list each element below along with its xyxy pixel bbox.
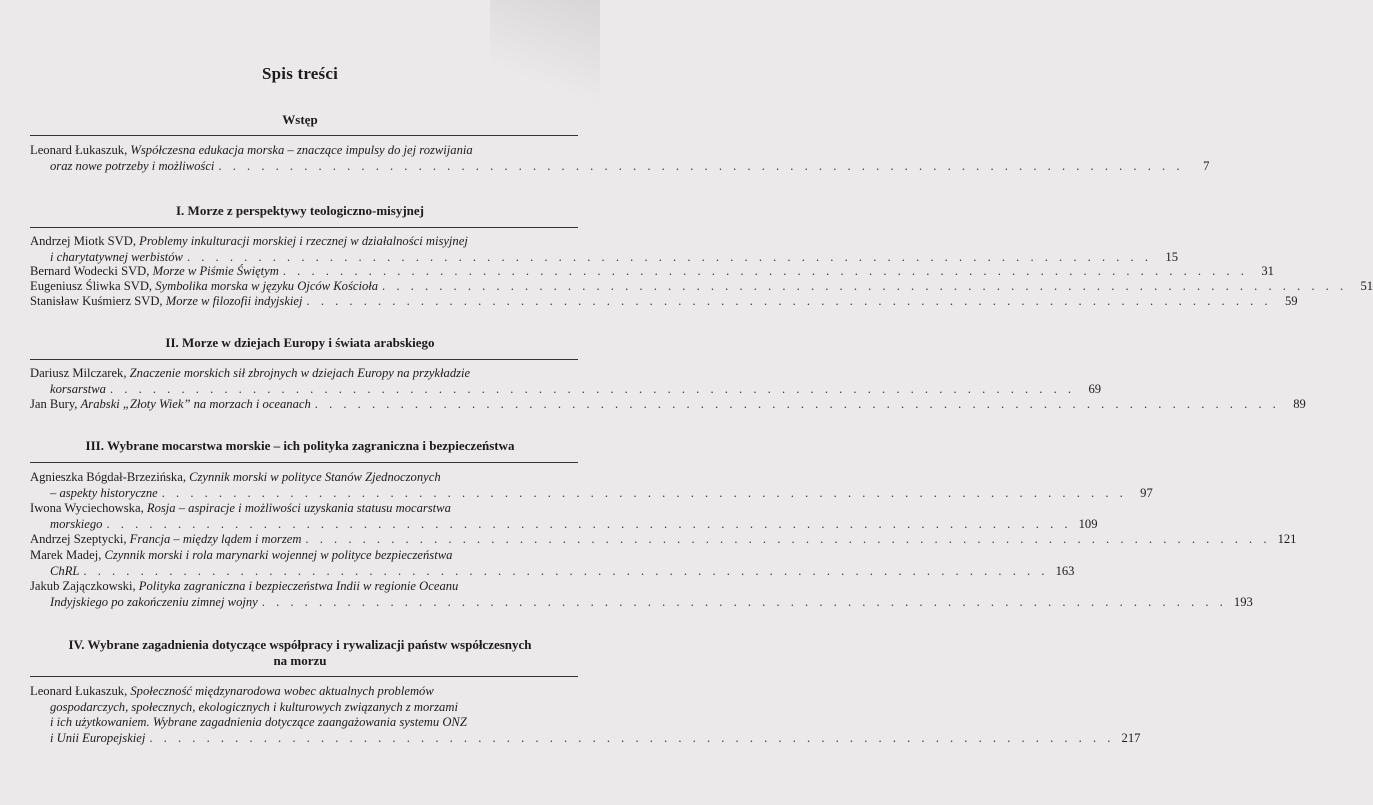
page-number: 163: [1055, 563, 1075, 578]
page-number: 97: [1140, 485, 1153, 500]
entry-title-cont: korsarstwa: [50, 381, 106, 396]
toc-entry: [30, 234, 1178, 265]
entry-title: Czynnik morski i rola marynarki wojennej w polityce bezpieczeństwa: [104, 548, 453, 562]
divider: [30, 676, 578, 677]
page-number: 7: [1203, 158, 1210, 173]
entry-title-cont: i Unii Europejskiej: [50, 730, 146, 745]
entry-author: Jan Bury,: [30, 397, 81, 411]
entry-author: Eugeniusz Śliwka SVD,: [30, 279, 156, 293]
entry-title-cont: morskiego: [50, 516, 103, 531]
entry-author: Dariusz Milczarek,: [30, 366, 130, 380]
entry-title-cont: Indyjskiego po zakończeniu zimnej wojny: [50, 594, 258, 609]
entry-author: Marek Madej,: [30, 548, 105, 562]
entry-author: Leonard Łukaszuk,: [30, 684, 131, 698]
entry-author: Agnieszka Bógdał-Brzezińska,: [30, 470, 190, 484]
page-number: 217: [1121, 730, 1141, 745]
section-heading-ii: II. Morze w dziejach Europy i świata arabskiego: [165, 335, 435, 350]
entry-title-cont: gospodarczych, społecznych, ekologicznych i kulturowych związanych z morzami: [50, 699, 458, 714]
entry-title: Arabski „Złoty Wiek” na morzach i oceanach: [80, 397, 311, 411]
toc-entry: [30, 579, 1253, 610]
page-number: 31: [1261, 264, 1274, 278]
entry-author: Leonard Łukaszuk,: [30, 143, 131, 157]
divider: [30, 462, 578, 463]
entry-title: Czynnik morski w polityce Stanów Zjednoczonych: [189, 470, 441, 484]
entry-author: Jakub Zajączkowski,: [30, 579, 139, 593]
toc-entry: [30, 548, 1075, 579]
page-number: 121: [1277, 532, 1297, 546]
page-number: 51: [1360, 279, 1373, 293]
page-number: 193: [1233, 594, 1253, 609]
toc-entry: [30, 532, 1297, 548]
entry-title: Francja – między lądem i morzem: [129, 532, 302, 546]
entry-title: Symbolika morska w języku Ojców Kościoła: [155, 279, 379, 293]
toc-entry: [30, 684, 1141, 746]
toc-entry: [30, 279, 1373, 295]
entry-author: Iwona Wyciechowska,: [30, 501, 147, 515]
toc-entry: [30, 366, 1102, 397]
entry-title: Współczesna edukacja morska – znaczące impulsy do jej rozwijania: [130, 143, 473, 157]
entry-author: Andrzej Szeptycki,: [30, 532, 130, 546]
bleed-through-shadow: [490, 0, 600, 110]
page-number: 89: [1293, 397, 1306, 411]
entry-title-cont: i ich użytkowaniem. Wybrane zagadnienia dotyczące zaangażowania systemu ONZ: [50, 715, 467, 729]
section-heading-i: I. Morze z perspektywy teologiczno-misyjnej: [175, 203, 424, 218]
section-heading-iv: IV. Wybrane zagadnienia dotyczące współpracy i rywalizacji państw współczesnych: [68, 637, 532, 652]
divider: [30, 359, 578, 360]
toc-entry: [30, 397, 1306, 413]
page-title: Spis treści: [261, 64, 339, 83]
entry-title: Morze w Piśmie Świętym: [152, 264, 279, 278]
entry-title: Problemy inkulturacji morskiej i rzecznej w działalności misyjnej: [139, 234, 468, 248]
entry-author: Stanisław Kuśmierz SVD,: [30, 294, 166, 308]
entry-author: Bernard Wodecki SVD,: [30, 264, 153, 278]
entry-title-cont: i charytatywnej werbistów: [50, 249, 183, 264]
entry-title-cont: – aspekty historyczne: [50, 485, 158, 500]
section-heading-wstep: Wstęp: [282, 112, 318, 127]
toc-entry: [30, 143, 1210, 174]
entry-title: Rosja – aspiracje i możliwości uzyskania statusu mocarstwa: [146, 501, 451, 515]
page-number: 69: [1088, 381, 1102, 396]
toc-entry: [30, 501, 1098, 532]
entry-title-cont: oraz nowe potrzeby i możliwości: [50, 158, 215, 173]
page-number: 59: [1284, 294, 1298, 308]
page-number: 15: [1165, 249, 1178, 264]
entry-author: Andrzej Miotk SVD,: [30, 234, 140, 248]
entry-title: Morze w filozofii indyjskiej: [165, 294, 303, 308]
page-number: 109: [1078, 516, 1098, 531]
toc-entry: [30, 294, 1298, 310]
entry-title: Znaczenie morskich sił zbrojnych w dziejach Europy na przykładzie: [129, 366, 471, 380]
divider: [30, 135, 578, 136]
toc-entry: [30, 470, 1153, 501]
entry-title: Społeczność międzynarodowa wobec aktualnych problemów: [130, 684, 434, 698]
divider: [30, 227, 578, 228]
toc-entry: [30, 264, 1274, 280]
section-heading-iii: III. Wybrane mocarstwa morskie – ich polityka zagraniczna i bezpieczeństwa: [85, 438, 515, 453]
entry-title-cont: ChRL: [50, 563, 80, 578]
entry-title: Polityka zagraniczna i bezpieczeństwa Indii w regionie Oceanu: [138, 579, 459, 593]
section-heading-iv-cont: na morzu: [273, 653, 327, 668]
